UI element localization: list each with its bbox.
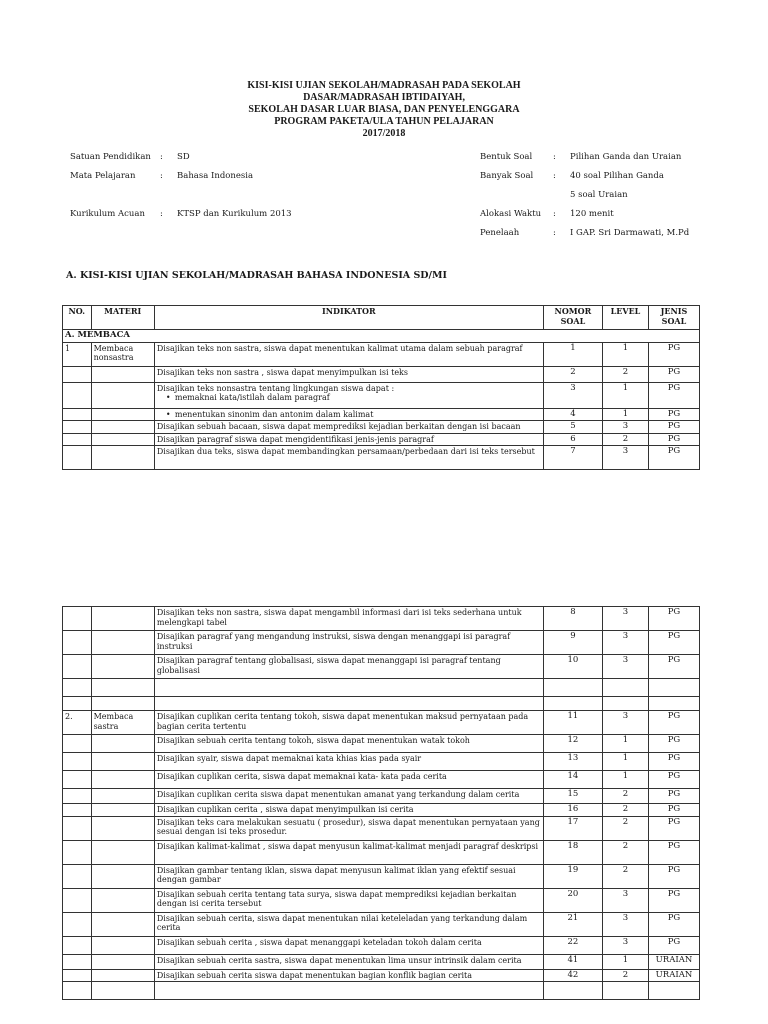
cell-materi — [91, 433, 154, 446]
cell-nomor: 19 — [543, 864, 602, 888]
cell-indikator: Disajikan paragraf siswa dapat mengidentifikasi jenis-jenis paragraf — [154, 433, 543, 446]
cell-indikator: Disajikan cuplikan cerita , siswa dapat menyimpulkan isi cerita — [154, 804, 543, 817]
info-colon: : — [553, 152, 556, 162]
cell-materi — [91, 954, 154, 969]
cell-nomor: 22 — [543, 936, 602, 954]
cell-materi — [91, 382, 154, 408]
cell-materi — [91, 789, 154, 804]
cell-indikator — [154, 679, 543, 697]
info-label: Bentuk Soal — [480, 152, 533, 162]
table-row — [63, 982, 700, 1000]
cell-indikator — [154, 382, 543, 408]
table-row — [63, 607, 700, 631]
cell-materi — [91, 753, 154, 771]
cell-nomor: 15 — [543, 789, 602, 804]
cell-no — [63, 433, 92, 446]
group-membaca: A. MEMBACA — [63, 330, 700, 343]
cell-indikator: Disajikan dua teks, siswa dapat membandingkan persamaan/perbedaan dari isi teks tersebut — [154, 446, 543, 470]
title-line: 2017/2018 — [362, 128, 406, 139]
cell-materi — [91, 982, 154, 1000]
cell-no — [63, 789, 92, 804]
table-row — [63, 382, 700, 408]
table-row — [63, 631, 700, 655]
cell-jenis — [648, 982, 699, 1000]
header-level: LEVEL — [603, 306, 649, 330]
cell-level: 3 — [603, 421, 649, 434]
cell-indikator: Disajikan teks cara melakukan sesuatu ( prosedur), siswa dapat menentukan pernyataan yang sesuai dengan isi teks prosedur. — [154, 816, 543, 840]
table-row — [63, 711, 700, 735]
cell-indikator: Disajikan sebuah cerita tentang tata surya, siswa dapat memprediksi kejadian berkaitan dengan isi cerita tersebut — [154, 888, 543, 912]
cell-level: 1 — [603, 954, 649, 969]
info-label: Kurikulum Acuan — [70, 209, 145, 219]
cell-materi: Membaca nonsastra — [91, 342, 154, 366]
table-row — [63, 655, 700, 679]
cell-nomor: 18 — [543, 840, 602, 864]
cell-nomor: 14 — [543, 771, 602, 789]
cell-indikator: Disajikan teks non sastra, siswa dapat mengambil informasi dari isi teks sederhana untuk melengkapi tabel — [154, 607, 543, 631]
cell-nomor: 20 — [543, 888, 602, 912]
group-row — [63, 330, 700, 343]
table-row — [63, 735, 700, 753]
cell-level: 3 — [603, 711, 649, 735]
cell-nomor: 17 — [543, 816, 602, 840]
cell-level: 2 — [603, 969, 649, 982]
table-header-row — [63, 306, 700, 330]
cell-no — [63, 954, 92, 969]
info-value: 5 soal Uraian — [570, 190, 628, 200]
info-colon: : — [553, 209, 556, 219]
cell-indikator: Disajikan paragraf tentang globalisasi, siswa dapat menanggapi isi paragraf tentang globalisasi — [154, 655, 543, 679]
info-value: 40 soal Pilihan Ganda — [570, 171, 664, 181]
table-row — [63, 864, 700, 888]
info-value: 120 menit — [570, 209, 614, 219]
info-colon: : — [160, 209, 163, 219]
cell-jenis: PG — [648, 735, 699, 753]
cell-jenis: PG — [648, 446, 699, 470]
cell-nomor: 8 — [543, 607, 602, 631]
info-value: I GAP. Sri Darmawati, M.Pd — [570, 228, 690, 238]
cell-level: 3 — [603, 607, 649, 631]
cell-indikator: Disajikan paragraf yang mengandung instruksi, siswa dengan menanggapi isi paragraf instruksi — [154, 631, 543, 655]
cell-level: 1 — [603, 753, 649, 771]
cell-indikator: Disajikan sebuah cerita siswa dapat menentukan bagian konflik bagian cerita — [154, 969, 543, 982]
cell-nomor: 7 — [543, 446, 602, 470]
cell-no — [63, 753, 92, 771]
cell-no — [63, 771, 92, 789]
table-row — [63, 421, 700, 434]
cell-level: 1 — [603, 382, 649, 408]
cell-no — [63, 408, 92, 421]
cell-level: 3 — [603, 631, 649, 655]
table-row — [63, 816, 700, 840]
header-indikator: INDIKATOR — [154, 306, 543, 330]
cell-no — [63, 936, 92, 954]
table-row — [63, 969, 700, 982]
section-heading: A. KISI-KISI UJIAN SEKOLAH/MADRASAH BAHASA INDONESIA SD/MI — [66, 270, 447, 281]
cell-no — [63, 655, 92, 679]
cell-indikator: Disajikan sebuah bacaan, siswa dapat memprediksi kejadian berkaitan dengan isi bacaan — [154, 421, 543, 434]
cell-jenis: PG — [648, 936, 699, 954]
title-line: KISI-KISI UJIAN SEKOLAH/MADRASAH PADA SEKOLAH — [247, 80, 521, 91]
cell-no: 2. — [63, 711, 92, 735]
cell-no — [63, 888, 92, 912]
kisi-kisi-table-part-2 — [62, 606, 700, 1000]
header-jenis-soal: JENIS SOAL — [648, 306, 699, 330]
cell-materi — [91, 771, 154, 789]
cell-nomor: 41 — [543, 954, 602, 969]
cell-no — [63, 679, 92, 697]
cell-jenis — [648, 697, 699, 711]
cell-jenis: PG — [648, 408, 699, 421]
cell-jenis: PG — [648, 631, 699, 655]
cell-indikator: Disajikan kalimat-kalimat , siswa dapat menyusun kalimat-kalimat menjadi paragraf deskripsi — [154, 840, 543, 864]
cell-jenis: PG — [648, 342, 699, 366]
cell-level: 2 — [603, 840, 649, 864]
info-label: Alokasi Waktu — [480, 209, 542, 219]
cell-jenis — [648, 679, 699, 697]
cell-indikator: Disajikan cuplikan cerita, siswa dapat memaknai kata- kata pada cerita — [154, 771, 543, 789]
cell-materi — [91, 936, 154, 954]
cell-materi — [91, 912, 154, 936]
info-colon: : — [553, 228, 556, 238]
kisi-kisi-table-part-1 — [62, 305, 700, 470]
cell-materi — [91, 366, 154, 382]
cell-indikator: Disajikan sebuah cerita, siswa dapat menentukan nilai keteleladan yang terkandung dalam cerita — [154, 912, 543, 936]
cell-nomor: 2 — [543, 366, 602, 382]
cell-materi — [91, 864, 154, 888]
cell-jenis: PG — [648, 366, 699, 382]
title-line: SEKOLAH DASAR LUAR BIASA, DAN PENYELENGGARA — [248, 104, 520, 115]
table-row — [63, 912, 700, 936]
cell-no — [63, 382, 92, 408]
info-label: Satuan Pendidikan — [70, 152, 151, 162]
table-row — [63, 954, 700, 969]
cell-materi — [91, 888, 154, 912]
cell-materi — [91, 697, 154, 711]
cell-jenis: PG — [648, 655, 699, 679]
cell-no — [63, 969, 92, 982]
info-colon: : — [160, 171, 163, 181]
cell-level: 1 — [603, 342, 649, 366]
table-row — [63, 804, 700, 817]
cell-indikator: Disajikan cuplikan cerita tentang tokoh, siswa dapat menentukan maksud pernyataan pada bagian cerita tertentu — [154, 711, 543, 735]
cell-jenis: PG — [648, 421, 699, 434]
cell-level: 2 — [603, 804, 649, 817]
header-no: NO. — [63, 306, 92, 330]
cell-level: 2 — [603, 816, 649, 840]
cell-indikator — [154, 408, 543, 421]
info-value: KTSP dan Kurikulum 2013 — [177, 209, 292, 219]
table-row — [63, 840, 700, 864]
table-row — [63, 753, 700, 771]
cell-jenis: PG — [648, 711, 699, 735]
cell-no — [63, 804, 92, 817]
cell-no — [63, 816, 92, 840]
table-row — [63, 888, 700, 912]
cell-no — [63, 366, 92, 382]
cell-indikator: Disajikan sebuah cerita , siswa dapat menanggapi keteladan tokoh dalam cerita — [154, 936, 543, 954]
cell-jenis: PG — [648, 912, 699, 936]
cell-level — [603, 982, 649, 1000]
cell-jenis: PG — [648, 816, 699, 840]
header-nomor-soal: NOMOR SOAL — [543, 306, 602, 330]
cell-indikator: Disajikan teks non sastra, siswa dapat menentukan kalimat utama dalam sebuah paragraf — [154, 342, 543, 366]
table-row — [63, 936, 700, 954]
cell-level: 3 — [603, 446, 649, 470]
cell-materi — [91, 607, 154, 631]
info-value: Bahasa Indonesia — [177, 171, 254, 181]
info-value: SD — [177, 152, 190, 162]
table-row — [63, 433, 700, 446]
table-row — [63, 789, 700, 804]
cell-materi — [91, 735, 154, 753]
cell-jenis: PG — [648, 789, 699, 804]
title-line: PROGRAM PAKETA/ULA TAHUN PELAJARAN — [274, 116, 494, 127]
bullet-item: • menentukan sinonim dan antonim dalam kalimat — [175, 410, 541, 420]
cell-materi — [91, 421, 154, 434]
cell-nomor: 10 — [543, 655, 602, 679]
cell-jenis: URAIAN — [648, 969, 699, 982]
cell-materi — [91, 816, 154, 840]
document-title — [0, 80, 768, 140]
cell-jenis: PG — [648, 864, 699, 888]
cell-materi — [91, 679, 154, 697]
cell-no — [63, 697, 92, 711]
cell-jenis: URAIAN — [648, 954, 699, 969]
cell-no: 1 — [63, 342, 92, 366]
cell-nomor: 42 — [543, 969, 602, 982]
info-value: Pilihan Ganda dan Uraian — [570, 152, 682, 162]
cell-materi — [91, 969, 154, 982]
cell-level: 2 — [603, 789, 649, 804]
cell-level: 2 — [603, 366, 649, 382]
table-row — [63, 446, 700, 470]
cell-indikator: Disajikan sebuah cerita sastra, siswa dapat menentukan lima unsur intrinsik dalam cerita — [154, 954, 543, 969]
table-row — [63, 342, 700, 366]
table-row — [63, 366, 700, 382]
info-label: Penelaah — [480, 228, 520, 238]
cell-no — [63, 607, 92, 631]
cell-nomor — [543, 982, 602, 1000]
info-label: Banyak Soal — [480, 171, 534, 181]
cell-level: 3 — [603, 936, 649, 954]
info-colon: : — [160, 152, 163, 162]
cell-nomor — [543, 697, 602, 711]
cell-materi — [91, 408, 154, 421]
cell-level: 1 — [603, 408, 649, 421]
cell-materi — [91, 655, 154, 679]
cell-nomor: 12 — [543, 735, 602, 753]
cell-nomor: 13 — [543, 753, 602, 771]
cell-no — [63, 840, 92, 864]
cell-nomor: 21 — [543, 912, 602, 936]
cell-level: 1 — [603, 771, 649, 789]
cell-jenis: PG — [648, 840, 699, 864]
cell-indikator — [154, 697, 543, 711]
cell-jenis: PG — [648, 382, 699, 408]
cell-indikator: Disajikan cuplikan cerita siswa dapat menentukan amanat yang terkandung dalam cerita — [154, 789, 543, 804]
cell-no — [63, 421, 92, 434]
cell-materi: Membaca sastra — [91, 711, 154, 735]
cell-indikator: Disajikan sebuah cerita tentang tokoh, siswa dapat menentukan watak tokoh — [154, 735, 543, 753]
cell-level: 1 — [603, 735, 649, 753]
cell-indikator — [154, 982, 543, 1000]
cell-level: 2 — [603, 433, 649, 446]
cell-materi — [91, 804, 154, 817]
cell-nomor: 4 — [543, 408, 602, 421]
cell-level — [603, 697, 649, 711]
cell-nomor: 9 — [543, 631, 602, 655]
cell-level: 2 — [603, 864, 649, 888]
cell-indikator: Disajikan teks non sastra , siswa dapat menyimpulkan isi teks — [154, 366, 543, 382]
cell-level: 3 — [603, 888, 649, 912]
header-materi: MATERI — [91, 306, 154, 330]
cell-jenis: PG — [648, 771, 699, 789]
cell-materi — [91, 446, 154, 470]
cell-nomor: 6 — [543, 433, 602, 446]
cell-materi — [91, 840, 154, 864]
table-row — [63, 697, 700, 711]
cell-jenis: PG — [648, 753, 699, 771]
cell-no — [63, 735, 92, 753]
info-label: Mata Pelajaran — [70, 171, 136, 181]
indikator-text: Disajikan teks nonsastra tentang lingkungan siswa dapat : — [156, 383, 395, 393]
cell-jenis: PG — [648, 433, 699, 446]
cell-nomor — [543, 679, 602, 697]
cell-nomor: 3 — [543, 382, 602, 408]
cell-level: 3 — [603, 655, 649, 679]
info-colon: : — [553, 171, 556, 181]
cell-jenis: PG — [648, 607, 699, 631]
cell-no — [63, 982, 92, 1000]
table-row — [63, 408, 700, 421]
cell-no — [63, 864, 92, 888]
cell-indikator: Disajikan syair, siswa dapat memaknai kata khias kias pada syair — [154, 753, 543, 771]
table-row — [63, 771, 700, 789]
cell-nomor: 11 — [543, 711, 602, 735]
cell-no — [63, 912, 92, 936]
cell-no — [63, 631, 92, 655]
cell-level — [603, 679, 649, 697]
cell-jenis: PG — [648, 888, 699, 912]
cell-nomor: 16 — [543, 804, 602, 817]
cell-nomor: 5 — [543, 421, 602, 434]
cell-level: 3 — [603, 912, 649, 936]
cell-indikator: Disajikan gambar tentang iklan, siswa dapat menyusun kalimat iklan yang efektif sesuai dengan gambar — [154, 864, 543, 888]
cell-no — [63, 446, 92, 470]
cell-materi — [91, 631, 154, 655]
bullet-item: • memaknai kata/istilah dalam paragraf — [175, 393, 541, 403]
title-line: DASAR/MADRASAH IBTIDAIYAH, — [303, 92, 465, 103]
cell-jenis: PG — [648, 804, 699, 817]
table-row — [63, 679, 700, 697]
cell-nomor: 1 — [543, 342, 602, 366]
